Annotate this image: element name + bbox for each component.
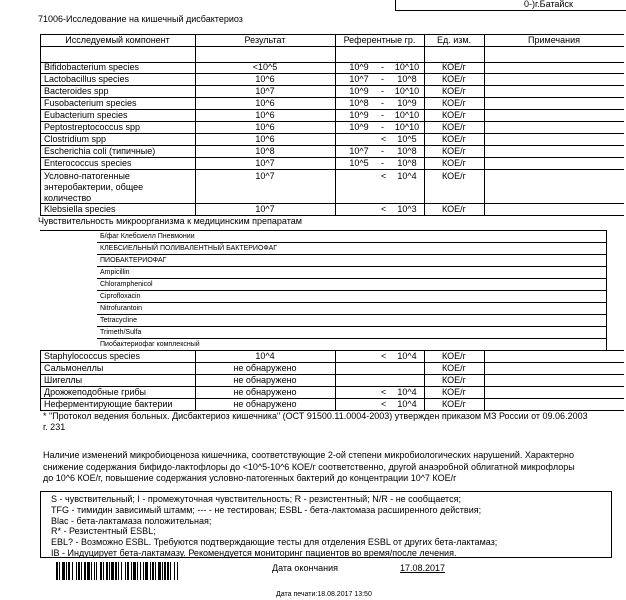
row-ref-high: 10^4	[397, 387, 417, 397]
row-result: не обнаружено	[233, 363, 297, 373]
klebsiella-name: Klebsiella species	[44, 204, 116, 214]
row-result: 10^7	[255, 86, 275, 96]
row-result: не обнаружено	[233, 387, 297, 397]
klebsiella-unit: КОЕ/г	[442, 204, 466, 214]
klebsiella-result: 10^7	[255, 204, 275, 214]
row-unit: КОЕ/г	[442, 363, 466, 373]
row-result: не обнаружено	[233, 375, 297, 385]
col-header-result: Результат	[244, 35, 286, 45]
row-name: Шигеллы	[44, 375, 83, 385]
row-ref-high: 10^4	[397, 399, 417, 409]
row-unit: КОЕ/г	[442, 122, 466, 132]
row-unit: КОЕ/г	[442, 110, 466, 120]
row-name: Escherichia coli (типичные)	[44, 146, 156, 156]
row-ref-sep: <	[381, 387, 387, 397]
row-name: Bifidobacterium species	[44, 62, 140, 72]
sensitivity-item: Tetracycline	[100, 317, 137, 324]
row-result: не обнаружено	[233, 399, 297, 409]
uppb-high: 10^4	[397, 171, 417, 181]
row-ref-sep: -	[381, 146, 384, 156]
row-ref-sep: -	[381, 86, 384, 96]
row-unit: КОЕ/г	[442, 387, 466, 397]
row-unit: КОЕ/г	[442, 134, 466, 144]
row-unit: КОЕ/г	[442, 399, 466, 409]
end-date-value: 17.08.2017	[400, 563, 446, 573]
row-ref-high: 10^10	[394, 62, 420, 72]
row-result: 10^4	[255, 351, 275, 361]
uppb-name-line2: энтеробактерии, общее	[44, 182, 144, 192]
header-right-text: 0-)г.Батайск	[524, 0, 573, 9]
row-ref-high: 10^9	[397, 98, 417, 108]
col-header-reference: Референтные гр.	[343, 35, 416, 45]
print-date: Дата печати:18.08.2017 13:50	[276, 591, 372, 598]
row-ref-low: 10^5	[349, 158, 369, 168]
legend-line: R* - Резистентный ESBL;	[51, 526, 156, 537]
footnote-line2: г. 231	[43, 422, 66, 432]
sensitivity-item: Trimeth/Sulfa	[100, 329, 142, 336]
row-unit: КОЕ/г	[442, 351, 466, 361]
row-unit: КОЕ/г	[442, 375, 466, 385]
row-result: 10^6	[255, 74, 275, 84]
sensitivity-item: Nitrofurantoin	[100, 305, 143, 312]
interpretation-line: Наличие изменений микробиоценоза кишечника, соответствующие 2-ой степени микробиологических нарушений. Характерно	[43, 450, 574, 460]
interpretation	[43, 450, 618, 485]
row-ref-high: 10^10	[394, 110, 420, 120]
end-date-label: Дата окончания	[272, 563, 339, 573]
row-ref-low: 10^9	[349, 110, 369, 120]
row-unit: КОЕ/г	[442, 74, 466, 84]
row-name: Peptostreptococcus spp	[44, 122, 141, 132]
row-name: Staphylococcus species	[44, 351, 141, 361]
uppb-unit: КОЕ/г	[442, 171, 466, 181]
sensitivity-title: Чувствительность микроорганизма к медицинским препаратам	[38, 216, 302, 226]
legend-line: TFG - тимидин зависимый штамм; --- - не тестирован; ESBL - бета-лактомаза расширенного действия;	[51, 504, 482, 515]
legend-line: S - чувствительный; I - промежуточная чувствительность; R - резистентный; N/R - не сообщается;	[51, 494, 461, 504]
row-ref-high: 10^8	[397, 146, 417, 156]
row-ref-high: 10^8	[397, 74, 417, 84]
row-ref-low: 10^9	[349, 86, 369, 96]
row-ref-sep: <	[381, 351, 387, 361]
legend-line: IB - Индуцирует бета-лактамазу. Рекомендуется мониторинг пациентов во время/после лечения.	[51, 547, 457, 558]
row-name: Lactobacillus species	[44, 74, 130, 84]
klebsiella-high: 10^3	[397, 204, 417, 214]
sensitivity-item: Chloramphenicol	[100, 281, 153, 288]
legend-line: Blac - бета-лактамаза положительная;	[51, 515, 212, 526]
row-result: 10^6	[255, 122, 275, 132]
row-result: <10^5	[252, 62, 278, 72]
row-ref-high: 10^10	[394, 122, 420, 132]
row-result: 10^6	[255, 110, 275, 120]
header-right-box	[395, 0, 626, 11]
row-ref-sep: -	[381, 98, 384, 108]
row-name: Сальмонеллы	[44, 363, 104, 373]
interpretation-line: до 10^6 КОЕ/г, повышение содержания условно-патогенных бактерий до концентрации 10^7 КОЕ/г	[43, 473, 457, 483]
row-name: Fusobacterium species	[44, 98, 137, 108]
sensitivity-item: Пиобактериофаг комплексный	[100, 341, 200, 348]
uppb-result: 10^7	[255, 171, 275, 181]
sensitivity-item: КЛЕБСИЕЛЬНЫЙ ПОЛИВАЛЕНТНЫЙ БАКТЕРИОФАГ	[100, 245, 278, 252]
row-ref-low: 10^7	[349, 146, 369, 156]
col-header-notes: Примечания	[528, 35, 580, 45]
row-unit: КОЕ/г	[442, 158, 466, 168]
sensitivity-item: Ciprofloxacin	[100, 293, 141, 300]
row-ref-sep: -	[381, 74, 384, 84]
uppb-sep: <	[381, 171, 387, 181]
row-name: Enterococcus species	[44, 158, 132, 168]
row-ref-low: 10^9	[349, 122, 369, 132]
row-ref-sep: -	[381, 122, 384, 132]
row-ref-high: 10^5	[397, 134, 417, 144]
row-unit: КОЕ/г	[442, 146, 466, 156]
row-ref-sep: -	[381, 158, 384, 168]
row-ref-sep: <	[381, 399, 387, 409]
row-ref-low: 10^8	[349, 98, 369, 108]
row-name: Дрожжеподобные грибы	[44, 387, 147, 397]
row-unit: КОЕ/г	[442, 86, 466, 96]
row-ref-low: 10^7	[349, 74, 369, 84]
row-ref-high: 10^4	[397, 351, 417, 361]
row-result: 10^6	[255, 98, 275, 108]
row-ref-sep: -	[381, 110, 384, 120]
row-unit: КОЕ/г	[442, 62, 466, 72]
row-unit: КОЕ/г	[442, 98, 466, 108]
barcode	[56, 562, 256, 580]
uppb-name-line1: Условно-патогенные	[44, 171, 130, 181]
sensitivity-item: Б/фаг Клебсиелл Пневмонии	[100, 233, 195, 240]
sensitivity-item: Ampicillin	[100, 269, 130, 276]
legend-box	[40, 491, 612, 558]
col-header-component: Исследуемый компонент	[65, 35, 170, 45]
row-result: 10^8	[255, 146, 275, 156]
footnote-line1: * "Протокол ведения больных. Дисбактериоз кишечника" (ОСТ 91500.11.0004-2003) утвержден приказом МЗ России от 09.06.2003	[43, 411, 588, 421]
klebsiella-sep: <	[381, 204, 387, 214]
row-name: Eubacterium species	[44, 110, 128, 120]
row-name: Bacteroides spp	[44, 86, 109, 96]
row-result: 10^7	[255, 158, 275, 168]
row-ref-sep: -	[381, 62, 384, 72]
row-ref-sep: <	[381, 134, 387, 144]
interpretation-line: снижение содержания бифидо-лактофлоры до <10^5-10^6 КОЕ/г соответственно, другой анаэробной облигатной микрофлоры	[43, 461, 575, 472]
row-name: Неферментирующие бактерии	[44, 399, 173, 409]
legend-line: EBL? - Возможно ESBL. Требуются подтверждающие тесты для отделения ESBL от других бета-лактамаз;	[51, 537, 498, 548]
row-ref-low: 10^9	[349, 62, 369, 72]
uppb-name-line3: количество	[44, 193, 92, 203]
row-ref-high: 10^10	[394, 86, 420, 96]
sensitivity-item: ПИОБАКТЕРИОФАГ	[100, 257, 167, 264]
row-result: 10^6	[255, 134, 275, 144]
row-ref-high: 10^8	[397, 158, 417, 168]
row-name: Clostridium spp	[44, 134, 107, 144]
col-header-unit: Ед. изм.	[436, 35, 472, 45]
page-title: 71006-Исследование на кишечный дисбактериоз	[38, 14, 243, 24]
